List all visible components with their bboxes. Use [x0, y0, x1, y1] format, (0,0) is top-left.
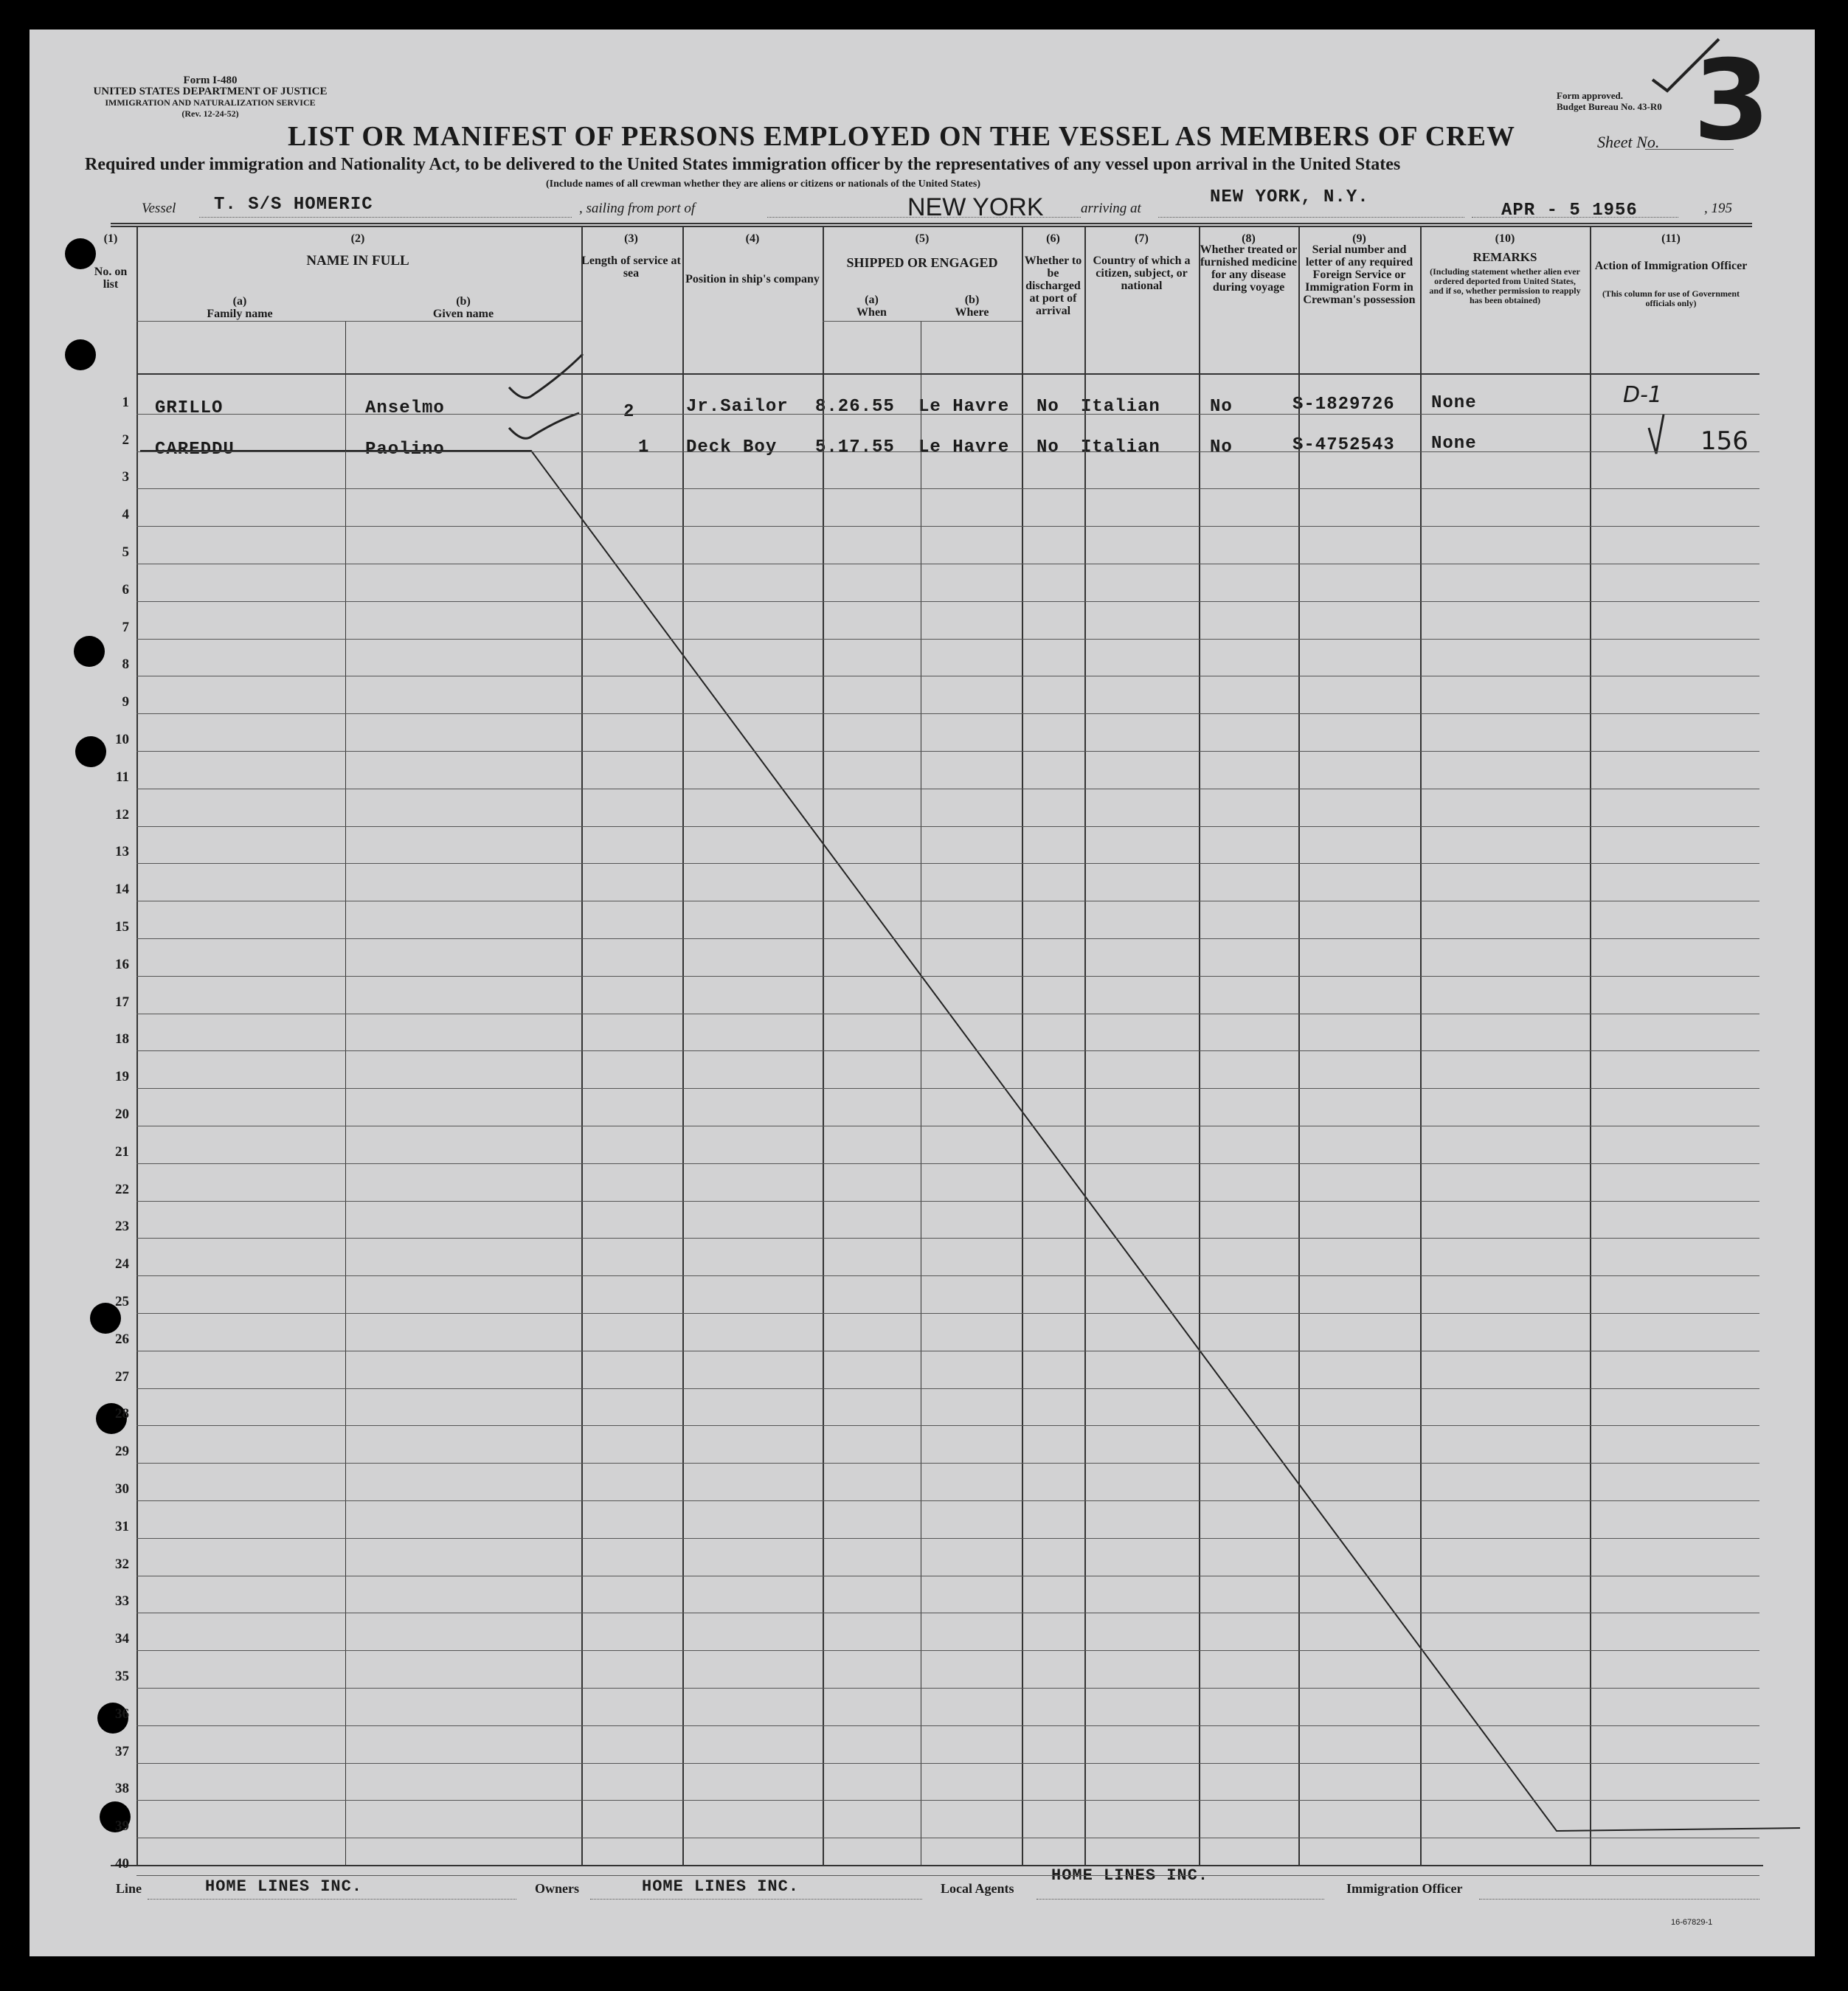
crew-2-when: 5.17.55	[815, 437, 895, 457]
row-rule	[136, 1163, 1759, 1164]
row-number: 17	[115, 994, 129, 1010]
col-5-header: SHIPPED OR ENGAGED	[846, 255, 998, 270]
row-number: 10	[115, 732, 129, 747]
crew-2-given: Paolino	[365, 440, 445, 460]
row-number: 2	[122, 432, 129, 448]
crew-1-serial: S-1829726	[1292, 395, 1395, 415]
col-6-header: Whether to be discharged at port of arrival	[1024, 254, 1082, 317]
row-number: 16	[115, 956, 129, 972]
col-9-header: Serial number and letter of any required Foreign Service or Immigration Form in Crewman's possession	[1303, 243, 1416, 306]
row-rule	[136, 1725, 1759, 1726]
print-code: 16-67829-1	[1671, 1918, 1713, 1927]
col-6-number: (6)	[1046, 232, 1060, 245]
row-rule	[136, 1688, 1759, 1689]
row-number: 23	[115, 1219, 129, 1235]
row-number: 26	[115, 1331, 129, 1347]
line-value: HOME LINES INC.	[205, 1877, 363, 1896]
col-11-number: (11)	[1661, 232, 1681, 245]
row-rule	[136, 1538, 1759, 1539]
crew-1-remarks: None	[1431, 393, 1477, 413]
col-2a-title: Family name	[207, 308, 273, 320]
page-title: LIST OR MANIFEST OF PERSONS EMPLOYED ON THE VESSEL AS MEMBERS OF CREW	[288, 121, 1515, 152]
row-rule	[136, 976, 1759, 977]
col-3-header: Length of service at sea	[581, 254, 681, 280]
crew-1-length: 2	[623, 402, 635, 422]
row-number: 15	[115, 919, 129, 935]
col-2b-letter: (b)	[456, 295, 471, 308]
subcolumn-divider	[345, 321, 346, 1865]
row-number: 20	[115, 1107, 129, 1122]
column-divider	[1590, 226, 1591, 1865]
arriving-at-label: arriving at	[1081, 201, 1141, 216]
header-bottom-rule	[136, 373, 1759, 375]
row-rule	[136, 751, 1759, 752]
row-number: 5	[122, 544, 129, 560]
revision: (Rev. 12-24-52)	[181, 108, 239, 119]
crew-2-medicine: No	[1210, 437, 1233, 457]
row-rule	[136, 639, 1759, 640]
row-rule	[136, 1463, 1759, 1464]
sailing-from-label: , sailing from port of	[579, 201, 696, 216]
row-rule	[136, 1201, 1759, 1202]
sheet-no-label: Sheet No.	[1597, 133, 1660, 151]
row-rule	[136, 713, 1759, 714]
void-strike-line	[140, 451, 1800, 1831]
row-rule	[136, 1800, 1759, 1801]
agents-value: HOME LINES INC.	[1051, 1866, 1209, 1885]
row-number: 3	[122, 469, 129, 485]
column-divider	[1022, 226, 1023, 1865]
row-number: 8	[122, 657, 129, 673]
column-divider	[136, 226, 138, 1865]
crew-1-medicine: No	[1210, 397, 1233, 417]
officer-label: Immigration Officer	[1346, 1881, 1463, 1896]
header-subdivider	[823, 321, 1022, 322]
col-2a-letter: (a)	[232, 295, 247, 308]
row-rule	[136, 1875, 1759, 1876]
row-number: 25	[115, 1294, 129, 1309]
service: IMMIGRATION AND NATURALIZATION SERVICE	[105, 97, 316, 108]
row-number: 30	[115, 1481, 129, 1497]
col-5b-letter: (b)	[964, 294, 980, 306]
row-rule	[136, 488, 1759, 489]
crew-2-remarks: None	[1431, 434, 1477, 454]
crew-2-nationality: Italian	[1081, 437, 1160, 457]
crew-2-where: Le Havre	[918, 437, 1010, 457]
row-number: 38	[115, 1781, 129, 1797]
row-rule	[136, 601, 1759, 602]
crew-1-discharged: No	[1037, 397, 1059, 417]
crew-2-discharged: No	[1037, 437, 1059, 457]
crew-2-length: 1	[638, 437, 650, 457]
crew-1-action: D-1	[1623, 382, 1663, 408]
row-number: 40	[115, 1856, 129, 1871]
crew-1-position: Jr.Sailor	[686, 397, 789, 417]
row-rule	[136, 414, 1759, 415]
row-rule	[136, 451, 1759, 452]
col-7-header: Country of which a citizen, subject, or national	[1093, 254, 1191, 292]
row-rule	[136, 826, 1759, 827]
column-divider	[1084, 226, 1086, 1865]
department: UNITED STATES DEPARTMENT OF JUSTICE	[93, 86, 328, 97]
col-8-number: (8)	[1242, 232, 1256, 245]
column-divider	[1420, 226, 1422, 1865]
row-rule	[136, 1650, 1759, 1651]
row-rule	[136, 1763, 1759, 1764]
row-rule	[136, 1275, 1759, 1276]
row-number: 18	[115, 1031, 129, 1048]
punch-hole	[65, 339, 96, 370]
row-number: 14	[115, 882, 129, 898]
row-rule	[136, 938, 1759, 939]
row-number: 31	[115, 1518, 129, 1534]
row-number: 32	[115, 1556, 129, 1572]
row-number: 19	[115, 1069, 129, 1085]
column-divider	[1199, 226, 1200, 1865]
crew-2-family: CAREDDU	[155, 440, 235, 460]
row-number: 7	[122, 619, 129, 635]
col-5a-letter: (a)	[865, 294, 879, 306]
row-number: 1	[122, 394, 129, 410]
col-11-note: (This column for use of Government officials only)	[1602, 288, 1740, 308]
row-rule	[136, 1050, 1759, 1051]
col-5-number: (5)	[915, 232, 930, 245]
row-number: 39	[115, 1818, 129, 1835]
col-5a-title: When	[856, 306, 887, 319]
pen-marks	[30, 30, 1815, 1956]
col-1-number: (1)	[103, 232, 118, 245]
crew-1-family: GRILLO	[155, 398, 224, 418]
checkmark-3-icon	[1649, 415, 1664, 454]
arrival-date: APR - 5 1956	[1501, 201, 1638, 221]
crew-1-nationality: Italian	[1081, 397, 1160, 417]
crew-1-given: Anselmo	[365, 398, 445, 418]
row-rule	[136, 526, 1759, 527]
arriving-at-port: NEW YORK, N.Y.	[1210, 187, 1369, 207]
col-5b-title: Where	[955, 306, 989, 319]
form-approved: Form approved.	[1557, 90, 1624, 101]
manifest-page	[30, 30, 1815, 1956]
row-number: 34	[115, 1631, 129, 1647]
row-rule	[136, 1388, 1759, 1389]
col-3-number: (3)	[624, 232, 638, 245]
row-rule	[136, 1500, 1759, 1501]
col-2b-title: Given name	[432, 308, 494, 320]
row-number: 6	[122, 581, 129, 598]
row-number: 33	[115, 1593, 129, 1610]
crew-1-where: Le Havre	[918, 397, 1010, 417]
row-number: 37	[115, 1743, 129, 1759]
column-divider	[682, 226, 684, 1865]
year-suffix: , 195	[1704, 201, 1732, 216]
page-subtitle: Required under immigration and Nationality Act, to be delivered to the United States immigration officer by the representatives of any vessel upon arrival in the United States	[85, 155, 1401, 174]
vessel-name: T. S/S HOMERIC	[214, 195, 373, 215]
column-divider	[823, 226, 824, 1865]
row-rule	[136, 1088, 1759, 1089]
sailing-from-port: NEW YORK	[907, 193, 1044, 221]
vessel-label: Vessel	[142, 201, 176, 216]
col-9-number: (9)	[1352, 232, 1366, 245]
sheet-number: 3	[1693, 37, 1771, 165]
row-number: 27	[115, 1368, 129, 1385]
row-number: 4	[122, 507, 129, 523]
col-1-header: No. on list	[94, 266, 128, 291]
col-10-note: (Including statement whether alien ever ordered deported from United States, and if so, whether permission to reapply has been obtained)	[1429, 266, 1581, 305]
row-number: 21	[115, 1143, 129, 1160]
row-number: 22	[115, 1181, 129, 1197]
page-note: (Include names of all crewman whether they are aliens or citizens or nationals of the United States)	[546, 179, 980, 190]
col-7-number: (7)	[1135, 232, 1149, 245]
checkmark-1-icon	[509, 354, 583, 398]
row-number: 29	[115, 1444, 129, 1460]
row-number: 11	[116, 769, 129, 785]
col-4-number: (4)	[745, 232, 760, 245]
col-10-header: REMARKS	[1472, 250, 1537, 264]
owners-value: HOME LINES INC.	[642, 1877, 800, 1896]
crew-2-action: 156	[1700, 426, 1748, 456]
row-number: 13	[115, 844, 129, 860]
row-rule	[136, 1425, 1759, 1426]
col-4-header: Position in ship's company	[685, 273, 820, 285]
punch-hole	[65, 238, 96, 269]
row-number: 28	[115, 1406, 129, 1422]
row-number: 36	[115, 1706, 129, 1722]
column-divider	[581, 226, 583, 1865]
crew-2-position: Deck Boy	[686, 437, 778, 457]
crew-1-when: 8.26.55	[815, 397, 895, 417]
row-rule	[136, 863, 1759, 864]
row-rule	[136, 1238, 1759, 1239]
column-divider	[1298, 226, 1300, 1865]
crew-2-serial: S-4752543	[1292, 435, 1395, 455]
col-2-number: (2)	[350, 232, 365, 245]
col-2-header: NAME IN FULL	[306, 253, 409, 269]
header-subdivider	[136, 321, 581, 322]
col-8-header: Whether treated or furnished medicine for any disease during voyage	[1200, 243, 1298, 294]
row-rule	[136, 1313, 1759, 1314]
col-10-number: (10)	[1495, 232, 1515, 245]
checkmark-2-icon	[509, 413, 579, 438]
row-number: 9	[122, 694, 129, 710]
owners-label: Owners	[535, 1881, 579, 1896]
form-number: Form I-480	[183, 75, 238, 86]
col-11-header: Action of Immigration Officer	[1594, 260, 1748, 272]
row-number: 24	[115, 1256, 129, 1272]
row-number: 12	[115, 806, 129, 823]
row-number: 35	[115, 1669, 129, 1684]
budget-bureau: Budget Bureau No. 43-R0	[1557, 101, 1662, 112]
agents-label: Local Agents	[941, 1881, 1014, 1896]
line-label: Line	[116, 1881, 142, 1896]
